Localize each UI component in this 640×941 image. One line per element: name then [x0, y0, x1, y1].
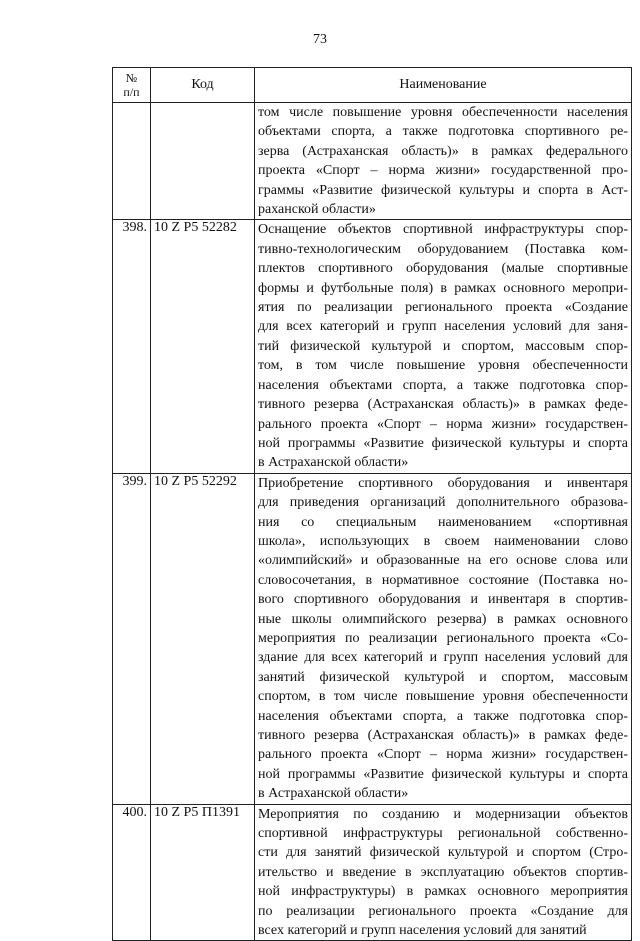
- row-description: [255, 220, 632, 473]
- description-line: тий физической культурой и спортом, массовым спор-: [258, 338, 628, 354]
- description-line: ятия по реализации регионального проекта «Создание: [258, 300, 628, 316]
- description-line: всех категорий и групп населения условий для занятий: [258, 923, 587, 939]
- description-line: «олимпийский» и образованные на его основе слова или: [258, 553, 628, 569]
- description-line: том, в том числе повышение уровня обеспеченности: [258, 358, 628, 374]
- row-code: 10 Z P5 52282: [151, 220, 255, 473]
- page-number: 73: [313, 32, 327, 47]
- header-code: Код: [151, 68, 255, 103]
- description-line: вого спортивного оборудования и инвентаря в спортив-: [258, 592, 628, 608]
- header-number-symbol: №: [125, 71, 138, 85]
- description-line: зерва (Астраханская область)» в рамках федерального: [258, 143, 628, 159]
- description-line: спортивной инфраструктуры региональной собственно-: [258, 826, 628, 842]
- description-line: населения объектами спорта, а также подготовка спор-: [258, 708, 628, 724]
- description-line: мероприятия по реализации регионального проекта «Со-: [258, 630, 628, 646]
- description-line: Приобретение спортивного оборудования и инвентаря: [258, 475, 628, 491]
- table-row: [113, 473, 632, 804]
- header-number: [113, 68, 151, 103]
- description-line: ной программы «Развитие физической культуры и спорта: [258, 766, 628, 782]
- description-line: словосочетания, в нормативное состояние (Поставка но-: [258, 572, 628, 588]
- row-number: 399.: [113, 473, 151, 804]
- description-line: проекта «Спорт – норма жизни» государственной про-: [258, 163, 628, 179]
- description-line: граммы «Развитие физической культуры и спорта в Аст-: [258, 182, 628, 198]
- row-code: [151, 103, 255, 220]
- description-line: по реализации регионального проекта «Создание для: [258, 903, 628, 919]
- description-line: ной инфраструктуры) в рамках основного мероприятия: [258, 884, 628, 900]
- description-line: для приведения организаций дополнительного образова-: [258, 495, 628, 511]
- row-description: [255, 804, 632, 941]
- description-line: тивно-технологическим оборудованием (Поставка ком-: [258, 241, 628, 257]
- description-line: плектов спортивного оборудования (малые спортивные: [258, 261, 628, 277]
- description-line: раханской области»: [258, 202, 376, 218]
- description-line: ной программы «Развитие физической культуры и спорта: [258, 435, 628, 451]
- row-number: 398.: [113, 220, 151, 473]
- description-line: Мероприятия по созданию и модернизации объектов: [258, 806, 628, 822]
- description-line: населения объектами спорта, а также подготовка спор-: [258, 377, 628, 393]
- description-line: объектами спорта, а также подготовка спортивного ре-: [258, 124, 628, 140]
- description-line: занятий физической культурой и спортом, массовым: [258, 669, 628, 685]
- document-table: [112, 67, 632, 941]
- row-code: 10 Z P5 52292: [151, 473, 255, 804]
- description-line: формы и футбольные поля) в рамках основного меропри-: [258, 280, 628, 296]
- row-number: 400.: [113, 804, 151, 941]
- description-line: сти для занятий физической культурой и спортом (Стро-: [258, 845, 628, 861]
- description-line: спортом, в том числе повышение уровня обеспеченности: [258, 689, 628, 705]
- description-line: том числе повышение уровня обеспеченности населения: [258, 105, 628, 120]
- description-line: ные школы олимпийского резерва) в рамках основного: [258, 611, 628, 627]
- header-name: Наименование: [255, 68, 632, 103]
- table-row: [113, 220, 632, 473]
- description-line: тивного резерва (Астраханская область)» в рамках феде-: [258, 728, 628, 743]
- description-line: в Астраханской области»: [258, 455, 409, 471]
- description-line: здание для всех категорий и групп населения условий для: [258, 650, 628, 666]
- description-line: в Астраханской области»: [258, 786, 409, 802]
- description-line: рального проекта «Спорт – норма жизни» государствен-: [258, 747, 628, 763]
- table-row: [113, 804, 632, 941]
- table-header-row: [113, 68, 632, 103]
- description-line: Оснащение объектов спортивной инфраструктуры спор-: [258, 222, 628, 238]
- header-number-abbr: п/п: [123, 85, 140, 99]
- description-line: тивного резерва (Астраханская область)» в рамках феде-: [258, 397, 628, 413]
- table-row: [113, 103, 632, 220]
- description-line: для всех категорий и групп населения условий для заня-: [258, 319, 628, 335]
- row-number: [113, 103, 151, 220]
- row-description: [255, 473, 632, 804]
- description-line: ительство и введение в эксплуатацию объектов спортив-: [258, 864, 628, 880]
- description-line: ния со специальным наименованием «спортивная: [258, 514, 628, 530]
- row-code: 10 Z P5 П1391: [151, 804, 255, 941]
- row-description: [255, 103, 632, 220]
- description-line: рального проекта «Спорт – норма жизни» государствен-: [258, 416, 628, 432]
- description-line: школа», использующих в своем наименовании слово: [258, 533, 628, 549]
